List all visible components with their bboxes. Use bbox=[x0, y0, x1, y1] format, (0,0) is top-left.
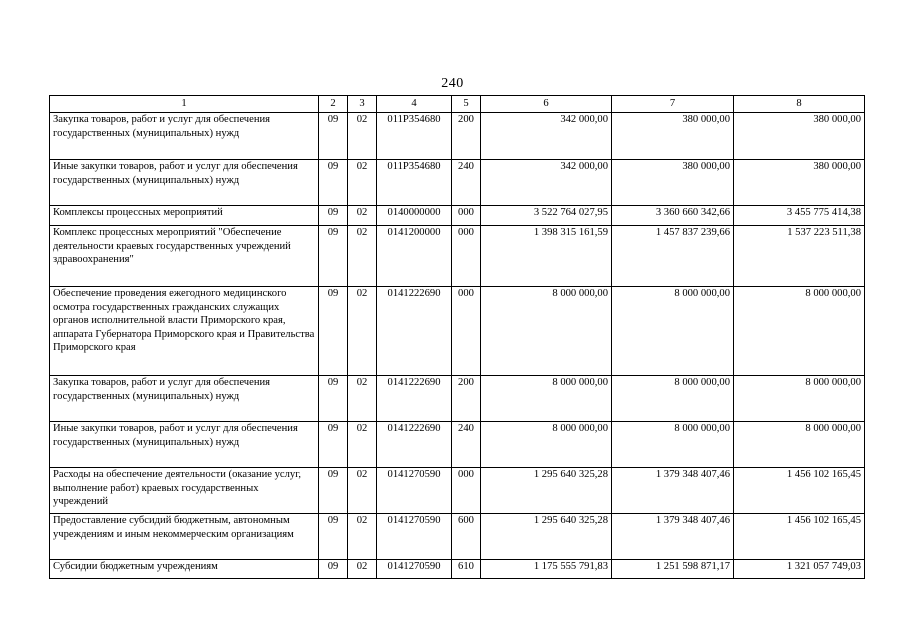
section-code: 09 bbox=[319, 514, 348, 560]
expense-type-code: 000 bbox=[452, 206, 481, 226]
amount-col7: 1 379 348 407,46 bbox=[612, 514, 734, 560]
target-article-code: 011Р354680 bbox=[377, 113, 452, 160]
header-row bbox=[50, 96, 865, 113]
amount-col6: 342 000,00 bbox=[481, 160, 612, 206]
amount-col6: 342 000,00 bbox=[481, 113, 612, 160]
budget-table bbox=[49, 95, 865, 579]
column-header: 4 bbox=[377, 96, 452, 113]
row-name: Закупка товаров, работ и услуг для обеспечения государственных (муниципальных) нужд bbox=[50, 376, 319, 422]
amount-col7: 1 457 837 239,66 bbox=[612, 226, 734, 287]
amount-col7: 1 379 348 407,46 bbox=[612, 468, 734, 514]
subsection-code: 02 bbox=[348, 422, 377, 468]
expense-type-code: 000 bbox=[452, 226, 481, 287]
subsection-code: 02 bbox=[348, 514, 377, 560]
subsection-code: 02 bbox=[348, 160, 377, 206]
target-article-code: 0141270590 bbox=[377, 514, 452, 560]
amount-col8: 1 456 102 165,45 bbox=[734, 514, 865, 560]
row-name: Комплекс процессных мероприятий "Обеспечение деятельности краевых государственных учреждений здравоохранения" bbox=[50, 226, 319, 287]
table-row bbox=[50, 160, 865, 206]
table-row bbox=[50, 560, 865, 579]
amount-col7: 8 000 000,00 bbox=[612, 287, 734, 376]
subsection-code: 02 bbox=[348, 560, 377, 579]
row-name: Комплексы процессных мероприятий bbox=[50, 206, 319, 226]
target-article-code: 0141200000 bbox=[377, 226, 452, 287]
amount-col8: 380 000,00 bbox=[734, 160, 865, 206]
table-row bbox=[50, 287, 865, 376]
target-article-code: 0140000000 bbox=[377, 206, 452, 226]
column-header: 6 bbox=[481, 96, 612, 113]
target-article-code: 0141222690 bbox=[377, 422, 452, 468]
amount-col8: 8 000 000,00 bbox=[734, 422, 865, 468]
amount-col6: 1 175 555 791,83 bbox=[481, 560, 612, 579]
target-article-code: 011Р354680 bbox=[377, 160, 452, 206]
target-article-code: 0141222690 bbox=[377, 287, 452, 376]
column-header: 3 bbox=[348, 96, 377, 113]
expense-type-code: 000 bbox=[452, 468, 481, 514]
subsection-code: 02 bbox=[348, 113, 377, 160]
amount-col6: 8 000 000,00 bbox=[481, 376, 612, 422]
subsection-code: 02 bbox=[348, 226, 377, 287]
amount-col6: 8 000 000,00 bbox=[481, 422, 612, 468]
subsection-code: 02 bbox=[348, 468, 377, 514]
row-name: Предоставление субсидий бюджетным, автономным учреждениям и иным некоммерческим организациям bbox=[50, 514, 319, 560]
subsection-code: 02 bbox=[348, 287, 377, 376]
target-article-code: 0141222690 bbox=[377, 376, 452, 422]
table-row bbox=[50, 514, 865, 560]
section-code: 09 bbox=[319, 226, 348, 287]
row-name: Обеспечение проведения ежегодного медицинского осмотра государственных гражданских служащих органов исполнительной власти Приморского края, аппарата Губернатора Приморского края и Правительства Приморского края bbox=[50, 287, 319, 376]
amount-col7: 380 000,00 bbox=[612, 113, 734, 160]
section-code: 09 bbox=[319, 422, 348, 468]
section-code: 09 bbox=[319, 113, 348, 160]
amount-col8: 1 537 223 511,38 bbox=[734, 226, 865, 287]
amount-col7: 3 360 660 342,66 bbox=[612, 206, 734, 226]
expense-type-code: 200 bbox=[452, 376, 481, 422]
column-header: 5 bbox=[452, 96, 481, 113]
subsection-code: 02 bbox=[348, 376, 377, 422]
amount-col8: 1 321 057 749,03 bbox=[734, 560, 865, 579]
expense-type-code: 000 bbox=[452, 287, 481, 376]
amount-col8: 8 000 000,00 bbox=[734, 376, 865, 422]
amount-col6: 1 398 315 161,59 bbox=[481, 226, 612, 287]
amount-col7: 8 000 000,00 bbox=[612, 422, 734, 468]
row-name: Субсидии бюджетным учреждениям bbox=[50, 560, 319, 579]
amount-col8: 8 000 000,00 bbox=[734, 287, 865, 376]
table-row bbox=[50, 206, 865, 226]
section-code: 09 bbox=[319, 287, 348, 376]
section-code: 09 bbox=[319, 376, 348, 422]
table-row bbox=[50, 113, 865, 160]
amount-col8: 380 000,00 bbox=[734, 113, 865, 160]
amount-col7: 1 251 598 871,17 bbox=[612, 560, 734, 579]
section-code: 09 bbox=[319, 560, 348, 579]
amount-col6: 1 295 640 325,28 bbox=[481, 468, 612, 514]
column-header: 2 bbox=[319, 96, 348, 113]
amount-col8: 1 456 102 165,45 bbox=[734, 468, 865, 514]
expense-type-code: 200 bbox=[452, 113, 481, 160]
subsection-code: 02 bbox=[348, 206, 377, 226]
column-header: 8 bbox=[734, 96, 865, 113]
table-row bbox=[50, 226, 865, 287]
amount-col7: 380 000,00 bbox=[612, 160, 734, 206]
column-header: 1 bbox=[50, 96, 319, 113]
amount-col8: 3 455 775 414,38 bbox=[734, 206, 865, 226]
expense-type-code: 600 bbox=[452, 514, 481, 560]
amount-col6: 3 522 764 027,95 bbox=[481, 206, 612, 226]
expense-type-code: 610 bbox=[452, 560, 481, 579]
page-number: 240 bbox=[441, 76, 464, 91]
row-name: Иные закупки товаров, работ и услуг для обеспечения государственных (муниципальных) нужд bbox=[50, 422, 319, 468]
target-article-code: 0141270590 bbox=[377, 560, 452, 579]
row-name: Расходы на обеспечение деятельности (оказание услуг, выполнение работ) краевых государственных учреждений bbox=[50, 468, 319, 514]
table-row bbox=[50, 422, 865, 468]
table-row bbox=[50, 468, 865, 514]
column-header: 7 bbox=[612, 96, 734, 113]
row-name: Иные закупки товаров, работ и услуг для обеспечения государственных (муниципальных) нужд bbox=[50, 160, 319, 206]
row-name: Закупка товаров, работ и услуг для обеспечения государственных (муниципальных) нужд bbox=[50, 113, 319, 160]
amount-col7: 8 000 000,00 bbox=[612, 376, 734, 422]
expense-type-code: 240 bbox=[452, 160, 481, 206]
amount-col6: 1 295 640 325,28 bbox=[481, 514, 612, 560]
section-code: 09 bbox=[319, 468, 348, 514]
expense-type-code: 240 bbox=[452, 422, 481, 468]
table-row bbox=[50, 376, 865, 422]
section-code: 09 bbox=[319, 160, 348, 206]
section-code: 09 bbox=[319, 206, 348, 226]
target-article-code: 0141270590 bbox=[377, 468, 452, 514]
amount-col6: 8 000 000,00 bbox=[481, 287, 612, 376]
